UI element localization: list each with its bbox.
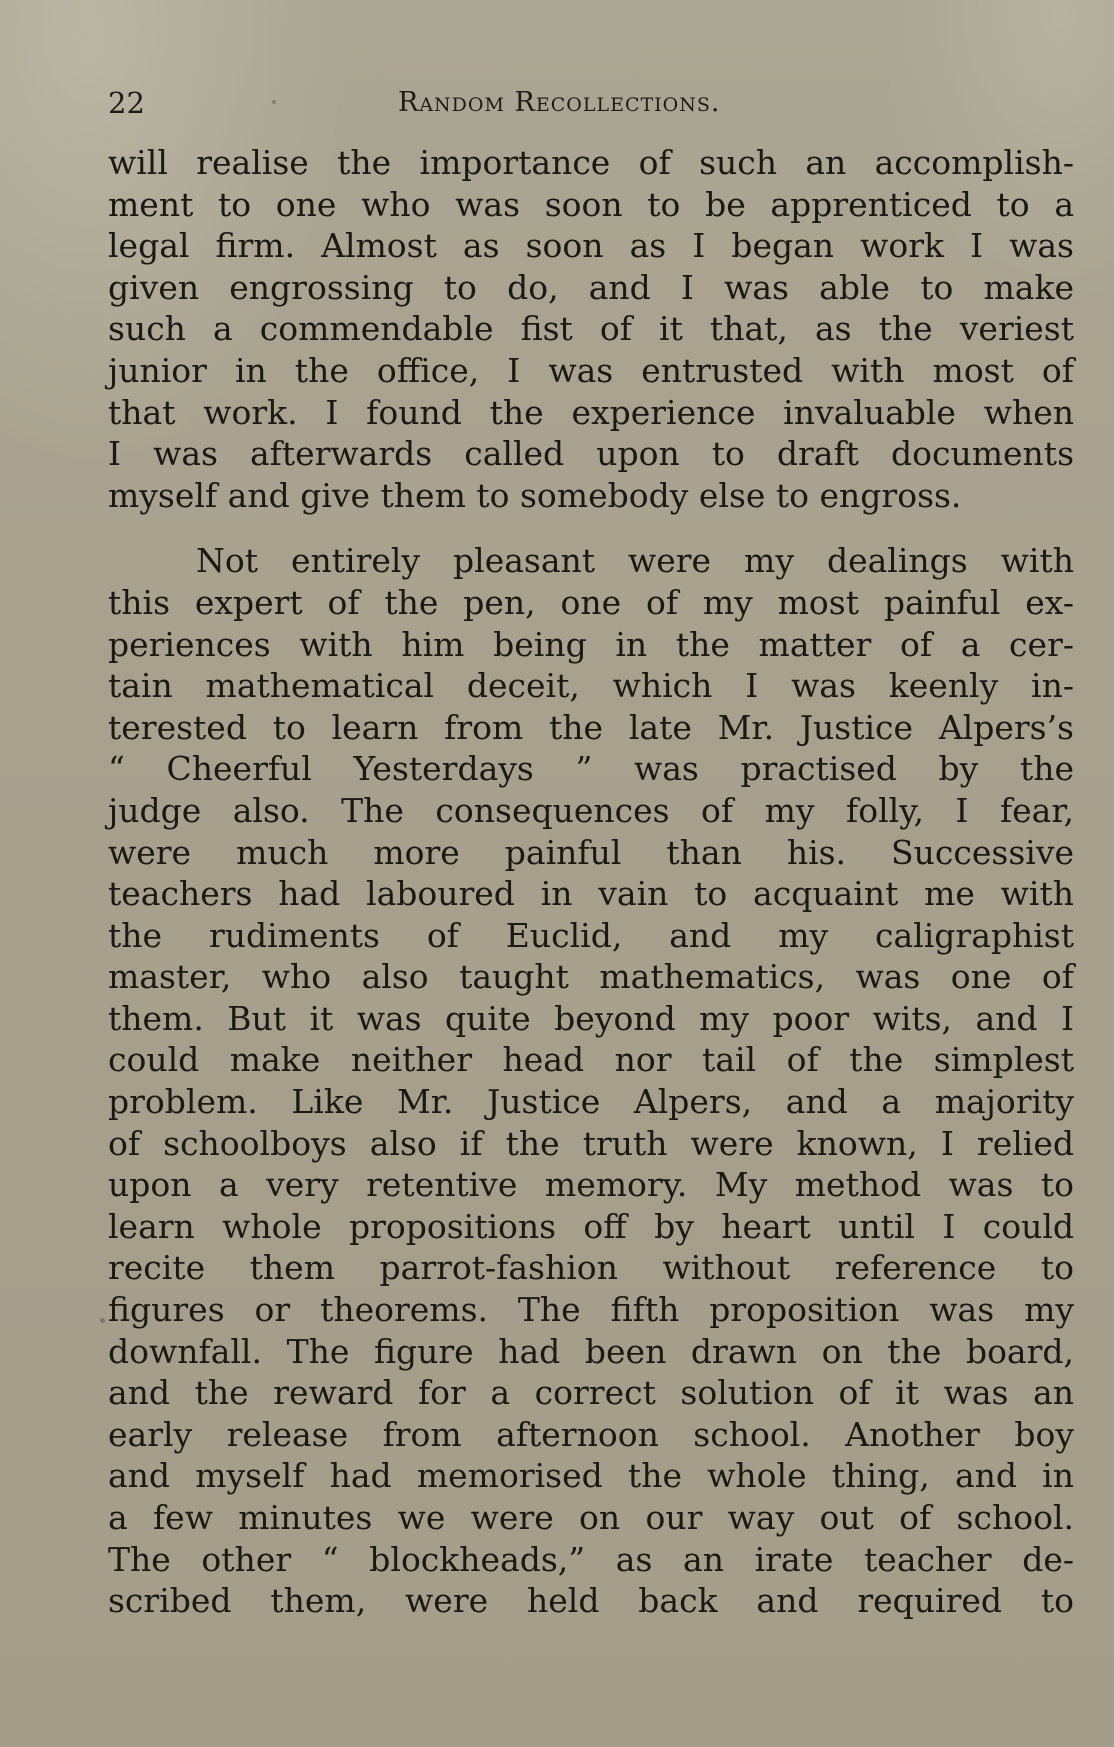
text-line: this expert of the pen, one of my most painful ex-	[108, 582, 1074, 622]
text-line: The other “ blockheads,” as an irate teacher de-	[108, 1539, 1074, 1579]
body-text	[108, 142, 1074, 1622]
text-line: that work. I found the experience invaluable when	[108, 392, 1074, 432]
text-line: and the reward for a correct solution of it was an	[108, 1373, 1074, 1413]
text-line: and myself had memorised the whole thing, and in	[108, 1456, 1074, 1496]
text-line: given engrossing to do, and I was able to make	[108, 267, 1074, 307]
text-line: learn whole propositions off by heart until I could	[108, 1206, 1074, 1246]
text-line: figures or theorems. The fifth proposition was my	[108, 1290, 1074, 1330]
paragraph-1	[108, 142, 1074, 516]
text-line: Not entirely pleasant were my dealings with	[196, 541, 1074, 581]
text-line: tain mathematical deceit, which I was keenly in-	[108, 666, 1074, 706]
text-line: I was afterwards called upon to draft documents	[108, 434, 1074, 474]
text-line: will realise the importance of such an accomplish-	[108, 143, 1074, 182]
text-line: judge also. The consequences of my folly, I fear,	[108, 790, 1074, 830]
text-line: scribed them, were held back and required to	[108, 1581, 1074, 1621]
paragraph-2	[108, 540, 1074, 1621]
paper-speck	[272, 100, 276, 104]
running-head	[108, 83, 1074, 123]
text-line: recite them parrot-fashion without reference to	[108, 1248, 1074, 1288]
text-line: them. But it was quite beyond my poor wits, and I	[108, 998, 1074, 1038]
text-line: teachers had laboured in vain to acquaint me with	[108, 874, 1074, 914]
page-number: 22	[108, 86, 145, 120]
text-line: periences with him being in the matter of a cer-	[108, 624, 1074, 664]
paper-speck	[100, 1318, 105, 1323]
text-line: early release from afternoon school. Another boy	[108, 1414, 1074, 1454]
text-line: legal firm. Almost as soon as I began work I was	[108, 226, 1074, 266]
text-line: were much more painful than his. Successive	[108, 832, 1074, 872]
text-line: such a commendable fist of it that, as the veriest	[108, 309, 1074, 349]
paragraph-gap	[108, 516, 1074, 540]
text-line: upon a very retentive memory. My method was to	[108, 1165, 1074, 1205]
text-line: master, who also taught mathematics, was one of	[108, 957, 1074, 997]
text-line: downfall. The figure had been drawn on the board,	[108, 1331, 1074, 1371]
text-line: ment to one who was soon to be apprenticed to a	[108, 184, 1074, 224]
text-line: could make neither head nor tail of the simplest	[108, 1040, 1074, 1080]
running-title: Random Recollections.	[398, 87, 721, 118]
text-line: “ Cheerful Yesterdays ” was practised by the	[108, 749, 1074, 789]
text-line: junior in the office, I was entrusted with most of	[108, 350, 1074, 390]
text-line: terested to learn from the late Mr. Justice Alpers’s	[108, 707, 1074, 747]
text-line: problem. Like Mr. Justice Alpers, and a majority	[108, 1082, 1074, 1122]
text-line: myself and give them to somebody else to engross.	[108, 475, 962, 515]
text-line: of schoolboys also if the truth were known, I relied	[108, 1123, 1074, 1163]
text-line: the rudiments of Euclid, and my caligraphist	[108, 915, 1074, 955]
text-line: a few minutes we were on our way out of school.	[108, 1498, 1074, 1537]
